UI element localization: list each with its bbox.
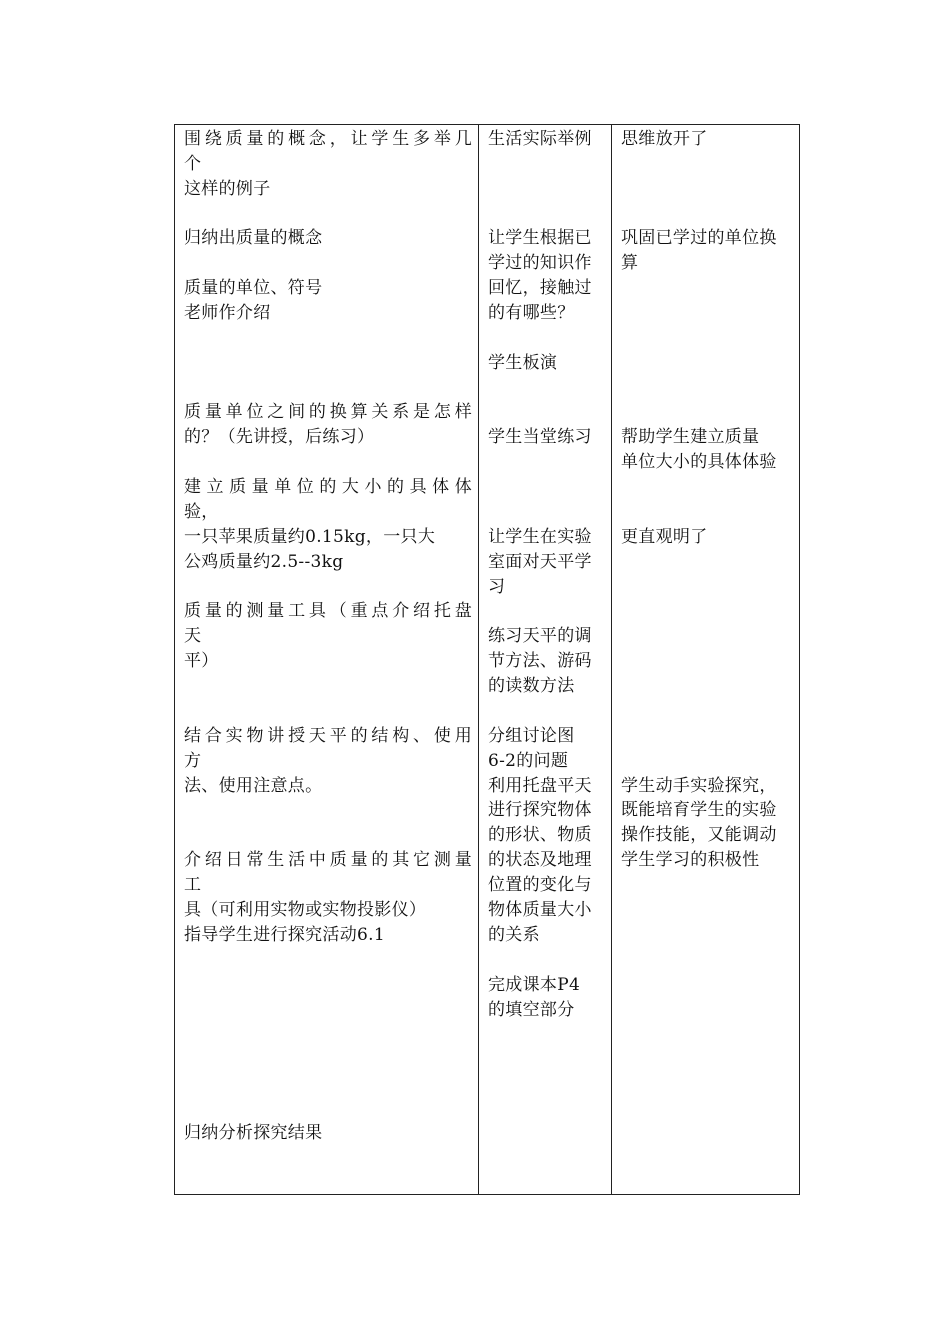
lesson-plan-table [174,124,800,1195]
teacher-activity-text-line: 一只苹果质量约0.15kg，一只大 [184,527,436,547]
teacher-activity-text-line: 平） [184,651,219,671]
design-intent-text-line: 学生学习的积极性 [621,850,760,870]
student-activity-column [478,125,611,1194]
design-intent-text-line: 帮助学生建立质量 [621,427,760,447]
teacher-activity-text-line: 个 [184,154,202,174]
teacher-activity-text-line: 归纳分析探究结果 [184,1123,323,1143]
design-intent-text-line: 思维放开了 [621,129,708,149]
student-activity-text-line: 位置的变化与 [488,875,592,895]
student-activity-text-line: 物体质量大小 [488,900,592,920]
student-activity-text-line: 的读数方法 [488,676,575,696]
teacher-activity-text-line: 归纳出质量的概念 [184,228,323,248]
teacher-activity-text-line: 的？（先讲授，后练习） [184,427,375,447]
design-intent-text-line: 既能培育学生的实验 [621,800,777,820]
student-activity-text-line: 让学生根据已 [488,228,592,248]
design-intent-text-line: 巩固已学过的单位换 [621,228,777,248]
student-activity-text-line: 回忆，接触过 [488,278,592,298]
student-activity-text-line: 生活实际举例 [488,129,592,149]
teacher-activity-text-line: 工 [184,875,202,895]
teacher-activity-text-line: 建立质量单位的大小的具体体 [184,477,472,497]
student-activity-text-line: 的形状、物质 [488,825,592,845]
design-intent-text-line: 操作技能，又能调动 [621,825,777,845]
teacher-activity-text-line: 方 [184,751,202,771]
teacher-activity-text-line: 质量单位之间的换算关系是怎样 [184,402,472,422]
design-intent-text-line: 算 [621,253,639,273]
teacher-activity-text-line: 公鸡质量约2.5--3kg [184,552,344,572]
student-activity-text-line: 学生当堂练习 [488,427,592,447]
teacher-activity-text-line: 这样的例子 [184,179,271,199]
teacher-activity-text-line: 具（可利用实物或实物投影仪） [184,900,427,920]
student-activity-text-line: 6-2的问题 [488,751,569,771]
student-activity-text-line: 练习天平的调 [488,626,592,646]
design-intent-text-line: 更直观明了 [621,527,708,547]
student-activity-text-line: 室面对天平学 [488,552,592,572]
student-activity-text-line: 的有哪些？ [488,303,575,323]
student-activity-text-line: 让学生在实验 [488,527,592,547]
student-activity-text-line: 的关系 [488,925,540,945]
teacher-activity-column [175,125,478,1194]
teacher-activity-text-line: 指导学生进行探究活动6.1 [184,925,385,945]
student-activity-text-line: 完成课本P4 [488,975,581,995]
teacher-activity-text-line: 质量的测量工具（重点介绍托盘 [184,601,472,621]
teacher-activity-text-line: 验， [184,502,219,522]
teacher-activity-text-line: 老师作介绍 [184,303,271,323]
design-intent-text-line: 单位大小的具体体验 [621,452,777,472]
student-activity-text-line: 的状态及地理 [488,850,592,870]
student-activity-text-line: 进行探究物体 [488,800,592,820]
design-intent-column [611,125,801,1194]
student-activity-text-line: 节方法、游码 [488,651,592,671]
student-activity-text-line: 学过的知识作 [488,253,592,273]
student-activity-text-line: 学生板演 [488,353,558,373]
teacher-activity-text-line: 结合实物讲授天平的结构、使用 [184,726,472,746]
teacher-activity-text-line: 介绍日常生活中质量的其它测量 [184,850,472,870]
teacher-activity-text-line: 围绕质量的概念，让学生多举几 [184,129,472,149]
student-activity-text-line: 利用托盘平天 [488,776,592,796]
student-activity-text-line: 分组讨论图 [488,726,575,746]
teacher-activity-text-line: 质量的单位、符号 [184,278,323,298]
student-activity-text-line: 习 [488,577,506,597]
student-activity-text-line: 的填空部分 [488,1000,575,1020]
teacher-activity-text-line: 法、使用注意点。 [184,776,323,796]
teacher-activity-text-line: 天 [184,626,202,646]
design-intent-text-line: 学生动手实验探究， [621,776,777,796]
